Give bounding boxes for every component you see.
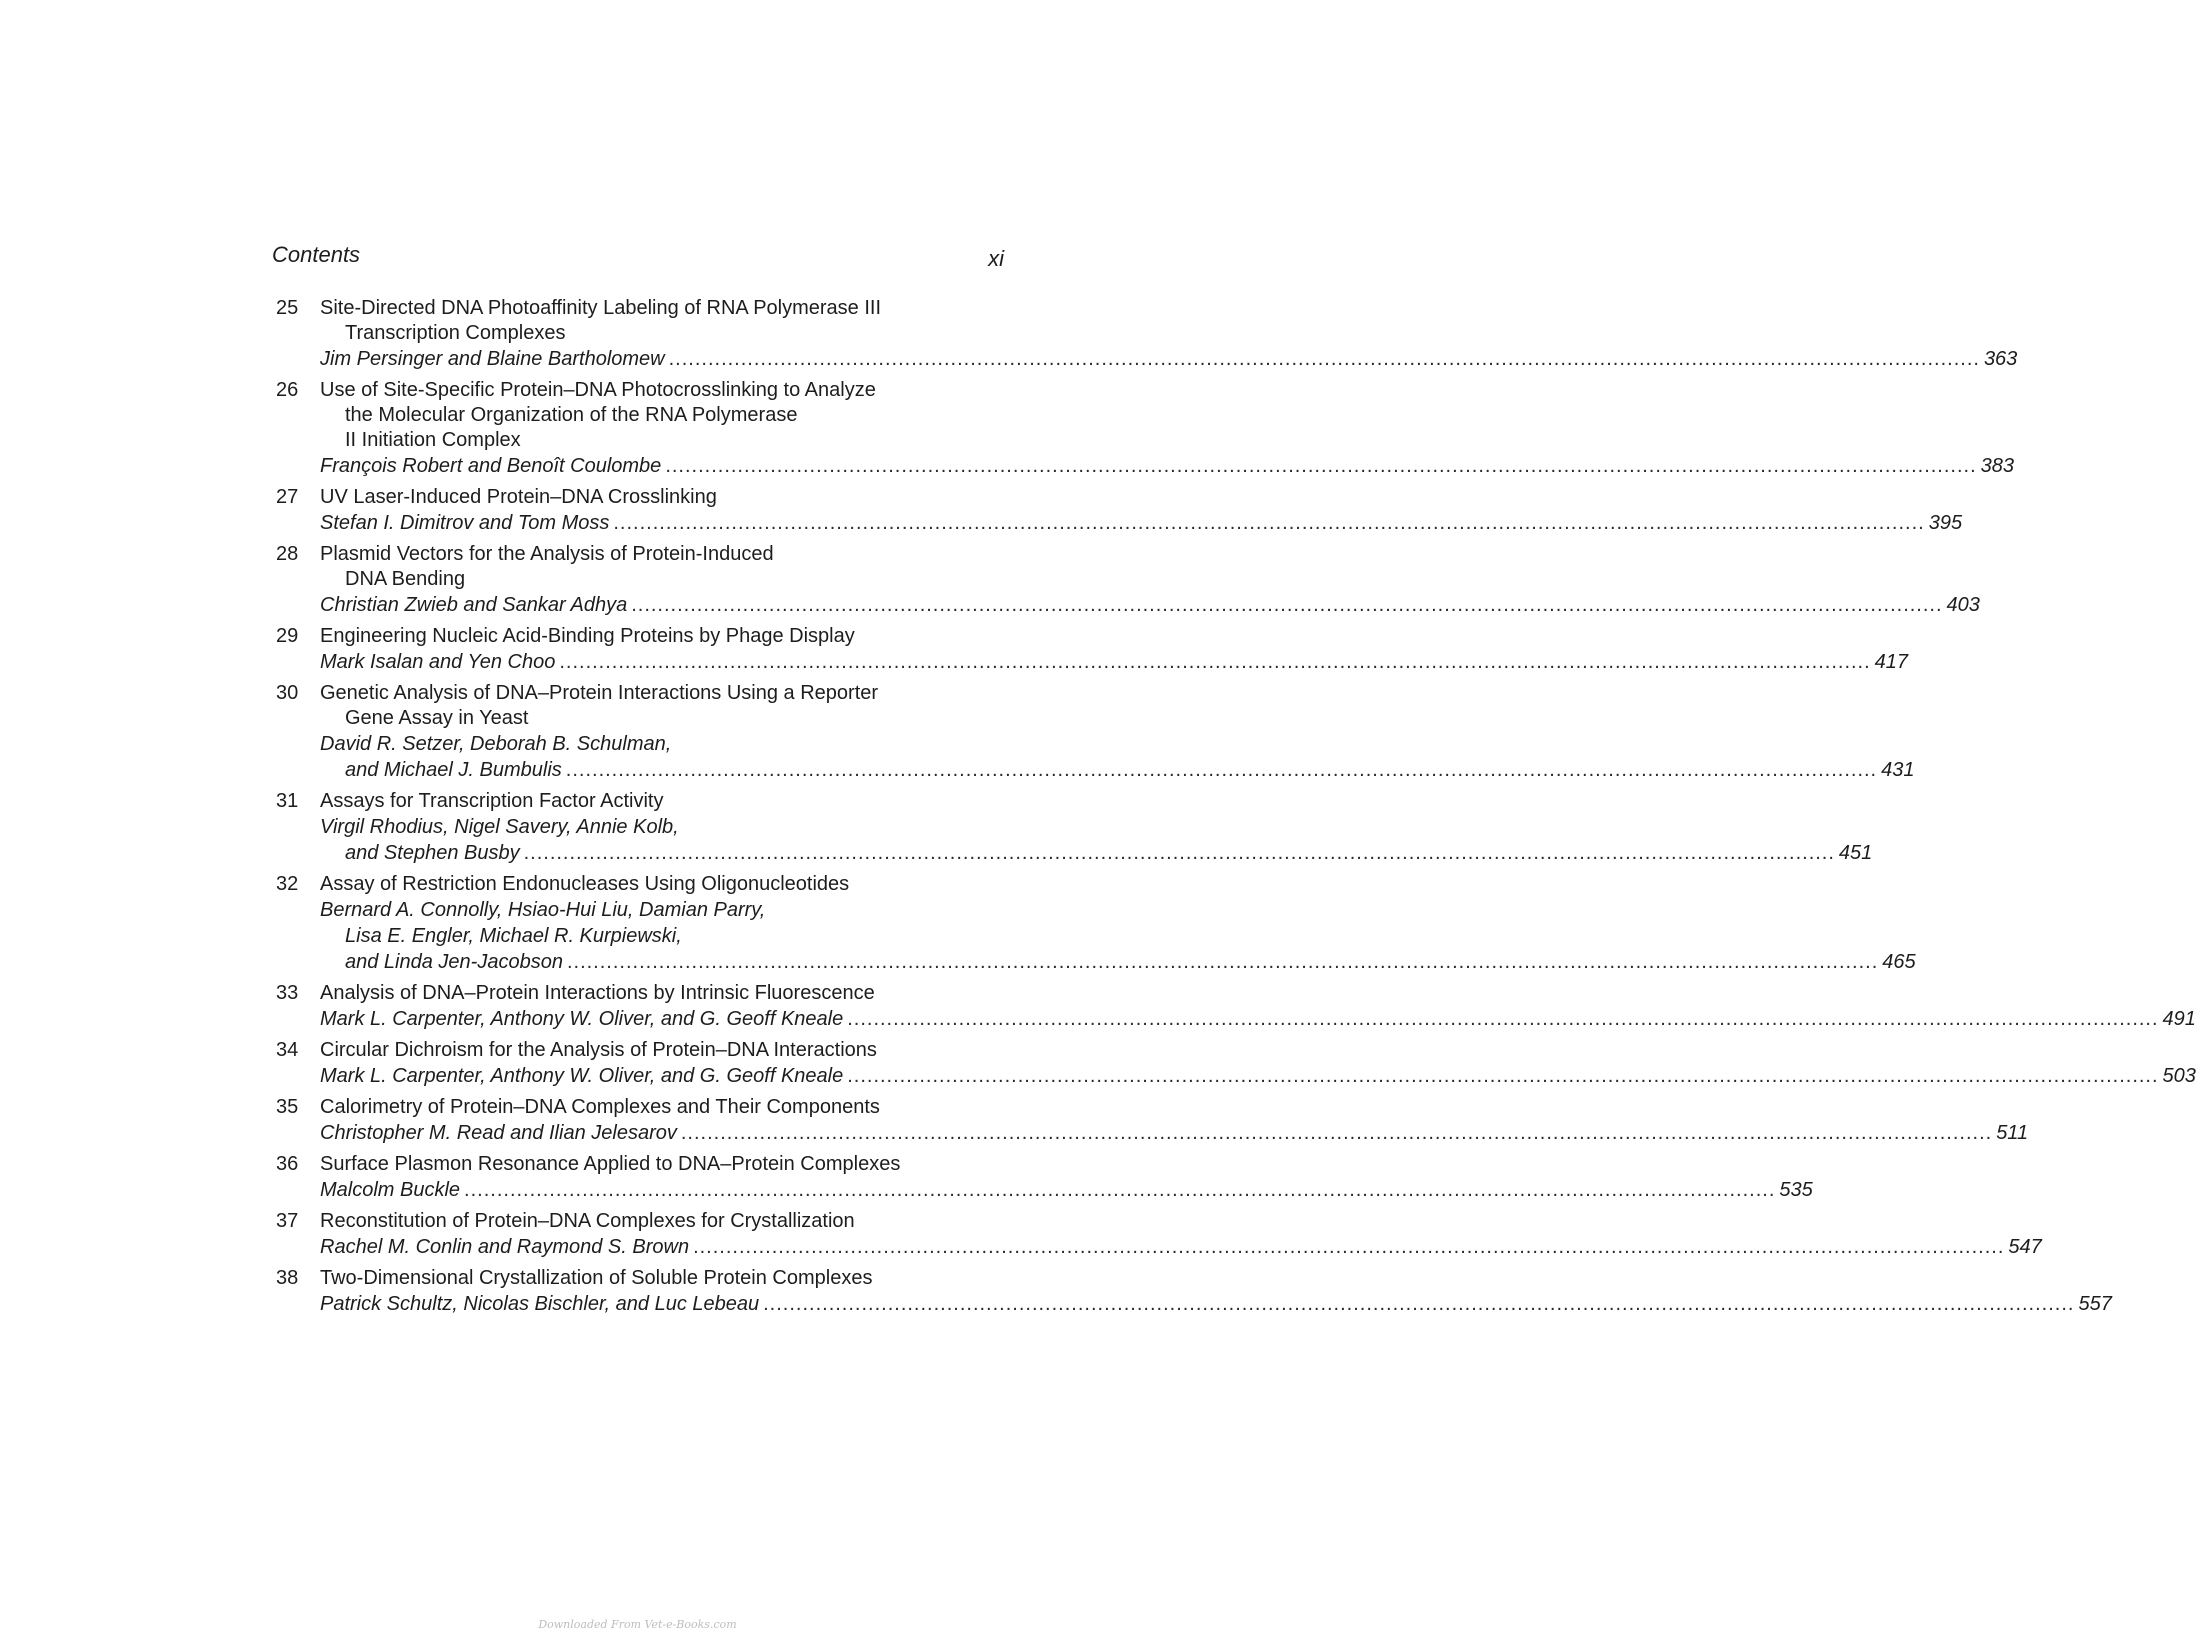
chapter-authors: and Stephen Busby <box>345 842 520 864</box>
chapter-page-number: 465 <box>1882 951 1916 973</box>
chapter-body <box>320 624 1909 675</box>
toc-entry <box>272 1266 2112 1317</box>
dot-leader: ........................................................................................................................................................................................................ <box>565 759 1878 781</box>
chapter-title-line: UV Laser-Induced Protein–DNA Crosslinking <box>320 486 717 508</box>
dot-leader: ........................................................................................................................................................................................................ <box>566 951 1879 973</box>
toc-entry <box>272 1209 2042 1260</box>
chapter-authors-line <box>320 1291 2112 1317</box>
chapter-body <box>320 1152 1813 1203</box>
chapter-title-line: Genetic Analysis of DNA–Protein Interactions Using a Reporter <box>320 682 879 704</box>
toc-entry <box>272 378 2015 479</box>
chapter-authors: Mark L. Carpenter, Anthony W. Oliver, and G. Geoff Kneale <box>320 1065 844 1087</box>
chapter-number: 25 <box>276 297 299 319</box>
chapter-authors-line <box>320 949 1916 975</box>
chapter-body <box>320 378 2015 479</box>
chapter-page-number: 417 <box>1874 651 1909 673</box>
toc-entry <box>272 789 1873 866</box>
page-number: xi <box>988 246 1004 271</box>
chapter-title-line: Site-Directed DNA Photoaffinity Labeling of RNA Polymerase III <box>320 297 882 319</box>
chapter-authors: Christopher M. Read and Ilian Jelesarov <box>320 1122 677 1144</box>
chapter-body <box>320 681 1915 783</box>
chapter-authors: Mark Isalan and Yen Choo <box>320 651 556 673</box>
toc-entry <box>272 624 1909 675</box>
chapter-authors: Patrick Schultz, Nicolas Bischler, and Luc Lebeau <box>320 1293 760 1315</box>
chapter-title-line: DNA Bending <box>345 568 466 590</box>
chapter-number: 26 <box>276 379 299 401</box>
dot-leader: ........................................................................................................................................................................................................ <box>847 1065 2159 1087</box>
chapter-authors: Jim Persinger and Blaine Bartholomew <box>320 348 665 370</box>
chapter-authors: Malcolm Buckle <box>320 1179 461 1201</box>
chapter-page-number: 363 <box>1983 348 2018 370</box>
dot-leader: ........................................................................................................................................................................................................ <box>523 842 1835 864</box>
chapter-number: 33 <box>276 982 299 1004</box>
chapter-authors: Mark L. Carpenter, Anthony W. Oliver, and G. Geoff Kneale <box>320 1008 844 1030</box>
chapter-title-line: Circular Dichroism for the Analysis of Protein–DNA Interactions <box>320 1039 877 1061</box>
toc-entry <box>272 1095 2029 1146</box>
chapter-authors-line: Virgil Rhodius, Nigel Savery, Annie Kolb, <box>320 816 679 838</box>
download-watermark: Downloaded From Vet-e-Books.com <box>538 1618 737 1631</box>
chapter-authors: Stefan I. Dimitrov and Tom Moss <box>320 512 610 534</box>
toc-entry <box>272 681 1915 783</box>
chapter-number: 35 <box>276 1096 299 1118</box>
chapter-page-number: 557 <box>2078 1293 2112 1315</box>
chapter-number: 32 <box>276 873 299 895</box>
chapter-title-line: Calorimetry of Protein–DNA Complexes and Their Components <box>320 1096 880 1118</box>
chapter-authors-line <box>320 840 1873 866</box>
chapter-page-number: 503 <box>2162 1065 2196 1087</box>
chapter-number: 31 <box>276 790 299 812</box>
chapter-body <box>320 1038 2196 1089</box>
chapter-authors-line <box>320 346 2018 372</box>
chapter-body <box>320 789 1873 866</box>
chapter-authors: Christian Zwieb and Sankar Adhya <box>320 594 628 616</box>
chapter-title-line: Transcription Complexes <box>345 322 566 344</box>
chapter-authors: François Robert and Benoît Coulombe <box>320 455 662 477</box>
chapter-number: 36 <box>276 1153 299 1175</box>
toc-entry <box>272 296 2018 372</box>
chapter-page-number: 547 <box>2008 1236 2042 1258</box>
running-header-title: Contents <box>272 242 361 267</box>
chapter-authors-line: Lisa E. Engler, Michael R. Kurpiewski, <box>345 925 682 947</box>
chapter-title-line: Two-Dimensional Crystallization of Soluble Protein Complexes <box>320 1267 873 1289</box>
chapter-page-number: 395 <box>1928 512 1963 534</box>
dot-leader: ........................................................................................................................................................................................................ <box>631 594 1943 616</box>
toc-entry <box>272 981 2196 1032</box>
dot-leader: ........................................................................................................................................................................................................ <box>693 1236 2005 1258</box>
chapter-authors-line <box>320 592 1980 618</box>
chapter-title-line: the Molecular Organization of the RNA Polymerase <box>345 404 798 426</box>
dot-leader: ........................................................................................................................................................................................................ <box>668 348 1980 370</box>
chapter-authors-line <box>320 1006 2196 1032</box>
chapter-authors-line: Bernard A. Connolly, Hsiao-Hui Liu, Damian Parry, <box>320 899 766 921</box>
chapter-page-number: 491 <box>2162 1008 2196 1030</box>
dot-leader: ........................................................................................................................................................................................................ <box>665 455 1977 477</box>
chapter-title-line: Engineering Nucleic Acid-Binding Proteins by Phage Display <box>320 625 855 647</box>
chapter-number: 28 <box>276 543 299 565</box>
dot-leader: ........................................................................................................................................................................................................ <box>613 512 1925 534</box>
chapter-title-line: Analysis of DNA–Protein Interactions by Intrinsic Fluorescence <box>320 982 875 1004</box>
chapter-title-line: Surface Plasmon Resonance Applied to DNA–Protein Complexes <box>320 1153 901 1175</box>
chapter-authors-line: David R. Setzer, Deborah B. Schulman, <box>320 733 672 755</box>
chapter-title-line: Use of Site-Specific Protein–DNA Photocrosslinking to Analyze <box>320 379 876 401</box>
toc-entry <box>272 485 1963 536</box>
chapter-title-line: Gene Assay in Yeast <box>345 707 529 729</box>
chapter-body <box>320 981 2196 1032</box>
chapter-authors-line <box>320 757 1915 783</box>
chapter-body <box>320 872 1916 975</box>
chapter-body <box>320 542 1980 618</box>
chapter-authors-line <box>320 510 1963 536</box>
chapter-number: 38 <box>276 1267 299 1289</box>
chapter-title-line: Reconstitution of Protein–DNA Complexes for Crystallization <box>320 1210 855 1232</box>
chapter-body <box>320 485 1963 536</box>
chapter-number: 37 <box>276 1210 299 1232</box>
chapter-authors-line <box>320 453 2015 479</box>
chapter-authors: Rachel M. Conlin and Raymond S. Brown <box>320 1236 690 1258</box>
running-header <box>272 242 1004 278</box>
dot-leader: ........................................................................................................................................................................................................ <box>763 1293 2075 1315</box>
toc-entry <box>272 1038 2196 1089</box>
dot-leader: ........................................................................................................................................................................................................ <box>559 651 1871 673</box>
chapter-page-number: 403 <box>1946 594 1980 616</box>
table-of-contents <box>272 296 2196 1323</box>
chapter-authors-line <box>320 1234 2042 1260</box>
chapter-body <box>320 1266 2112 1317</box>
chapter-number: 27 <box>276 486 299 508</box>
chapter-body <box>320 1209 2042 1260</box>
toc-entry <box>272 542 1980 618</box>
dot-leader: ........................................................................................................................................................................................................ <box>680 1122 1993 1144</box>
chapter-body <box>320 296 2018 372</box>
chapter-page-number: 383 <box>1980 455 2015 477</box>
toc-entry <box>272 1152 1813 1203</box>
chapter-page-number: 431 <box>1881 759 1915 781</box>
chapter-authors-line <box>320 649 1909 675</box>
chapter-title-line: Plasmid Vectors for the Analysis of Protein-Induced <box>320 543 774 565</box>
chapter-title-line: II Initiation Complex <box>345 429 521 451</box>
chapter-title-line: Assays for Transcription Factor Activity <box>320 790 664 812</box>
chapter-number: 29 <box>276 625 299 647</box>
chapter-authors-line <box>320 1120 2029 1146</box>
chapter-authors: and Linda Jen-Jacobson <box>345 951 563 973</box>
chapter-authors-line <box>320 1177 1813 1203</box>
chapter-authors-line <box>320 1063 2196 1089</box>
chapter-number: 34 <box>276 1039 299 1061</box>
chapter-page-number: 535 <box>1779 1179 1813 1201</box>
chapter-title-line: Assay of Restriction Endonucleases Using Oligonucleotides <box>320 873 850 895</box>
chapter-body <box>320 1095 2029 1146</box>
toc-entry <box>272 872 1916 975</box>
dot-leader: ........................................................................................................................................................................................................ <box>847 1008 2159 1030</box>
chapter-authors: and Michael J. Bumbulis <box>345 759 562 781</box>
chapter-page-number: 511 <box>1996 1122 2029 1144</box>
chapter-page-number: 451 <box>1838 842 1873 864</box>
dot-leader: ........................................................................................................................................................................................................ <box>464 1179 1776 1201</box>
chapter-number: 30 <box>276 682 299 704</box>
